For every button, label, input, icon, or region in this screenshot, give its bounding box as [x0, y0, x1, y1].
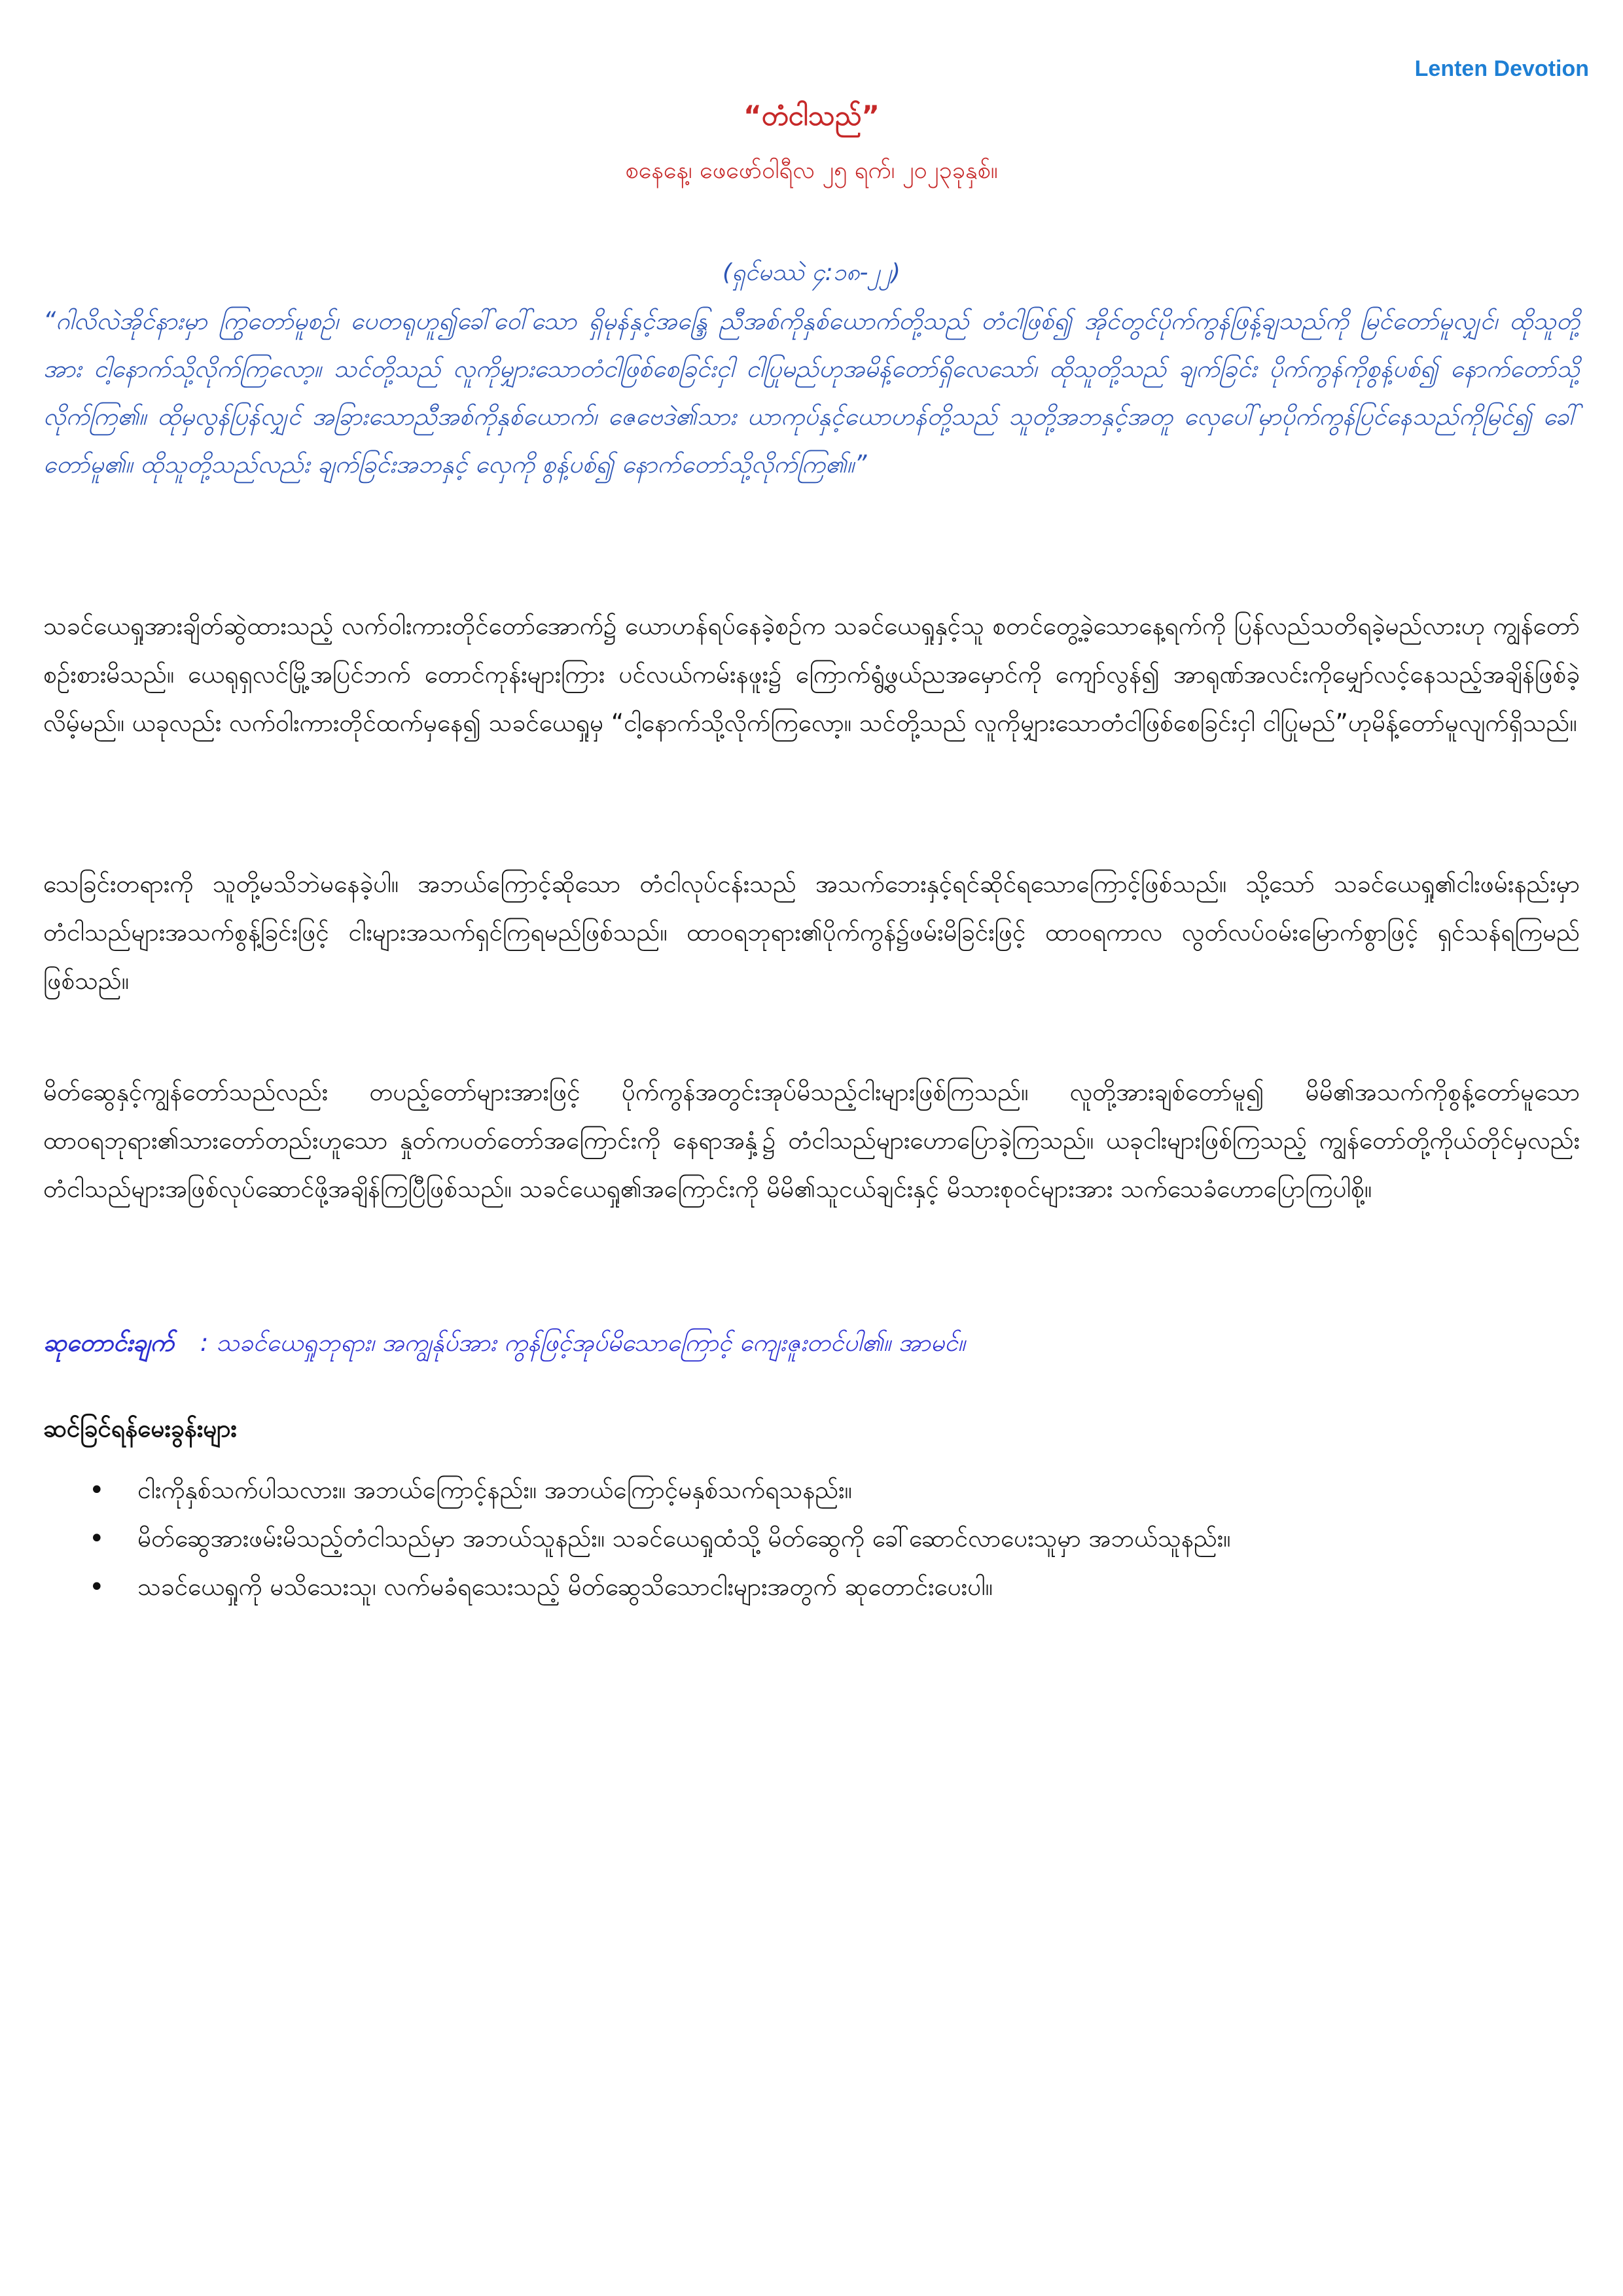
body-paragraph-2: သေခြင်းတရားကို သူတို့မသိဘဲမနေခဲ့ပါ။ အဘယ်ကြောင့်ဆိုသော တံငါလုပ်ငန်းသည် အသက်ဘေးနှင့်ရင်ဆိုင်ရသောကြောင့်ဖြစ်သည်။ သို့သော် သခင်ယေရှု၏ငါးဖမ်းနည်းမှာ တံငါသည်များအသက်စွန့်ခြင်းဖြင့် ငါးများအသက်ရှင်ကြရမည်ဖြစ်သည်။ ထာဝရဘုရား၏ပိုက်ကွန်၌ဖမ်းမိခြင်းဖြင့် ထာဝရကာလ လွတ်လပ်ဝမ်းမြောက်စွာဖြင့် ရှင်သန်ရကြမည်ဖြစ်သည်။ — [43, 870, 1580, 995]
list-item — [43, 1515, 1580, 1563]
bullet-icon: • — [89, 1524, 105, 1554]
question-text: ငါးကိုနှစ်သက်ပါသလား။ အဘယ်ကြောင့်နည်း။ အဘယ်ကြောင့်မနှစ်သက်ရသနည်း။ — [137, 1476, 852, 1504]
scripture-text: “ဂါလိလဲအိုင်နားမှာ ကြွတော်မူစဉ်၊ ပေတရုဟူ၍ခေါ်ဝေါ်သော ရှိမုန်နှင့်အန္ဒြေ ညီအစ်ကိုနှစ်ယောက်တို့သည် တံငါဖြစ်၍ အိုင်တွင်ပိုက်ကွန်ဖြန့်ချသည်ကို မြင်တော်မူလျှင်၊ ထိုသူတို့အား ငါ့နောက်သို့လိုက်ကြလော့။ သင်တို့သည် လူကိုမျှားသောတံငါဖြစ်စေခြင်းငှါ ငါပြုမည်ဟုအမိန့်တော်ရှိလေသော်၊ ထိုသူတို့သည် ချက်ခြင်း ပိုက်ကွန်ကိုစွန့်ပစ်၍ နောက်တော်သို့လိုက်ကြ၏။ ထိုမှလွန်ပြန်လျှင် အခြားသောညီအစ်ကိုနှစ်ယောက်၊ ဇေဗေဒဲ၏သား ယာကုပ်နှင့်ယောဟန်တို့သည် သူတို့အဘနှင့်အတူ လှေပေါ်မှာပိုက်ကွန်ပြင်နေသည်ကိုမြင်၍ ခေါ်တော်မူ၏။ ထိုသူတို့သည်လည်း ချက်ခြင်းအဘနှင့် လှေကို စွန့်ပစ်၍ နောက်တော်သို့လိုက်ကြ၏။” — [43, 307, 1580, 478]
list-item — [43, 1563, 1580, 1611]
body-paragraph-3: မိတ်ဆွေနှင့်ကျွန်တော်သည်လည်း တပည့်တော်များအားဖြင့် ပိုက်ကွန်အတွင်းအုပ်မိသည့်ငါးများဖြစ်ကြသည်။ လူတို့အားချစ်တော်မူ၍ မိမိ၏အသက်ကိုစွန့်တော်မူသော ထာဝရဘုရား၏သားတော်တည်းဟူသော နှုတ်ကပတ်တော်အကြောင်းကို နေရာအနှံ့၌ တံငါသည်များဟောပြောခဲ့ကြသည်။ ယခုငါးများဖြစ်ကြသည့် ကျွန်တော်တို့ကိုယ်တိုင်မှလည်း တံငါသည်များအဖြစ်လုပ်ဆောင်ဖို့အချိန်ကြပြီဖြစ်သည်။ သခင်ယေရှု၏အကြောင်းကို မိမိ၏သူငယ်ချင်းနှင့် မိသားစုဝင်များအား သက်သေခံဟောပြောကြပါစို့။ — [43, 1078, 1580, 1203]
page-title: “တံငါသည်” — [743, 99, 880, 132]
header-tag: Lenten Devotion — [1414, 56, 1589, 81]
prayer-label: ဆုတောင်းချက် — [43, 1329, 174, 1357]
body-paragraph-1: သခင်ယေရှုအားချိတ်ဆွဲထားသည့် လက်ဝါးကားတိုင်တော်အောက်၌ ယောဟန်ရပ်နေခဲ့စဉ်က သခင်ယေရှုနှင့်သူ စတင်တွေ့ခဲ့သောနေ့ရက်ကို ပြန်လည်သတိရခဲ့မည်လားဟု ကျွန်တော်စဉ်းစားမိသည်။ ယေရုရှလင်မြို့အပြင်ဘက် တောင်ကုန်းများကြား ပင်လယ်ကမ်းနဖူး၌ ကြောက်ရွံ့ဖွယ်ညအမှောင်ကို ကျော်လွန်၍ အာရုဏ်အလင်းကိုမျှော်လင့်နေသည့်အချိန်ဖြစ်ခဲ့လိမ့်မည်။ ယခုလည်း လက်ဝါးကားတိုင်ထက်မှနေ၍ သခင်ယေရှုမှ “ငါ့နောက်သို့လိုက်ကြလော့။ သင်တို့သည် လူကိုမျှားသောတံငါဖြစ်စေခြင်းငှါ ငါပြုမည်”ဟုမိန့်တော်မူလျက်ရှိသည်။ — [43, 612, 1580, 737]
prayer-text: : သခင်ယေရှုဘုရား၊ အကျွန်ုပ်အား ကွန်ဖြင့်အုပ်မိသောကြောင့် ကျေးဇူးတင်ပါ၏။ အာမင်။ — [200, 1329, 965, 1357]
question-text: မိတ်ဆွေအားဖမ်းမိသည့်တံငါသည်မှာ အဘယ်သူနည်း။ သခင်ယေရှုထံသို့ မိတ်ဆွေကို ခေါ်ဆောင်လာပေးသူမှာ အဘယ်သူနည်း။ — [137, 1524, 1231, 1552]
questions-list — [43, 1466, 1580, 1611]
list-item — [43, 1466, 1580, 1515]
bullet-icon: • — [89, 1475, 105, 1505]
bullet-icon: • — [89, 1572, 105, 1602]
date-line: စနေနေ့၊ ဖေဖော်ဝါရီလ ၂၅ ရက်၊ ၂၀၂၃ခုနှစ်။ — [625, 157, 998, 184]
scripture-reference: (ရှင်မဿဲ ၄:၁၈-၂၂) — [722, 259, 901, 286]
prayer-section — [43, 1323, 1580, 1363]
questions-title: ဆင်ခြင်ရန်မေးခွန်းများ — [43, 1414, 237, 1443]
question-text: သခင်ယေရှုကို မသိသေးသူ၊ လက်မခံရသေးသည့် မိတ်ဆွေသိသောငါးများအတွက် ဆုတောင်းပေးပါ။ — [137, 1573, 993, 1601]
